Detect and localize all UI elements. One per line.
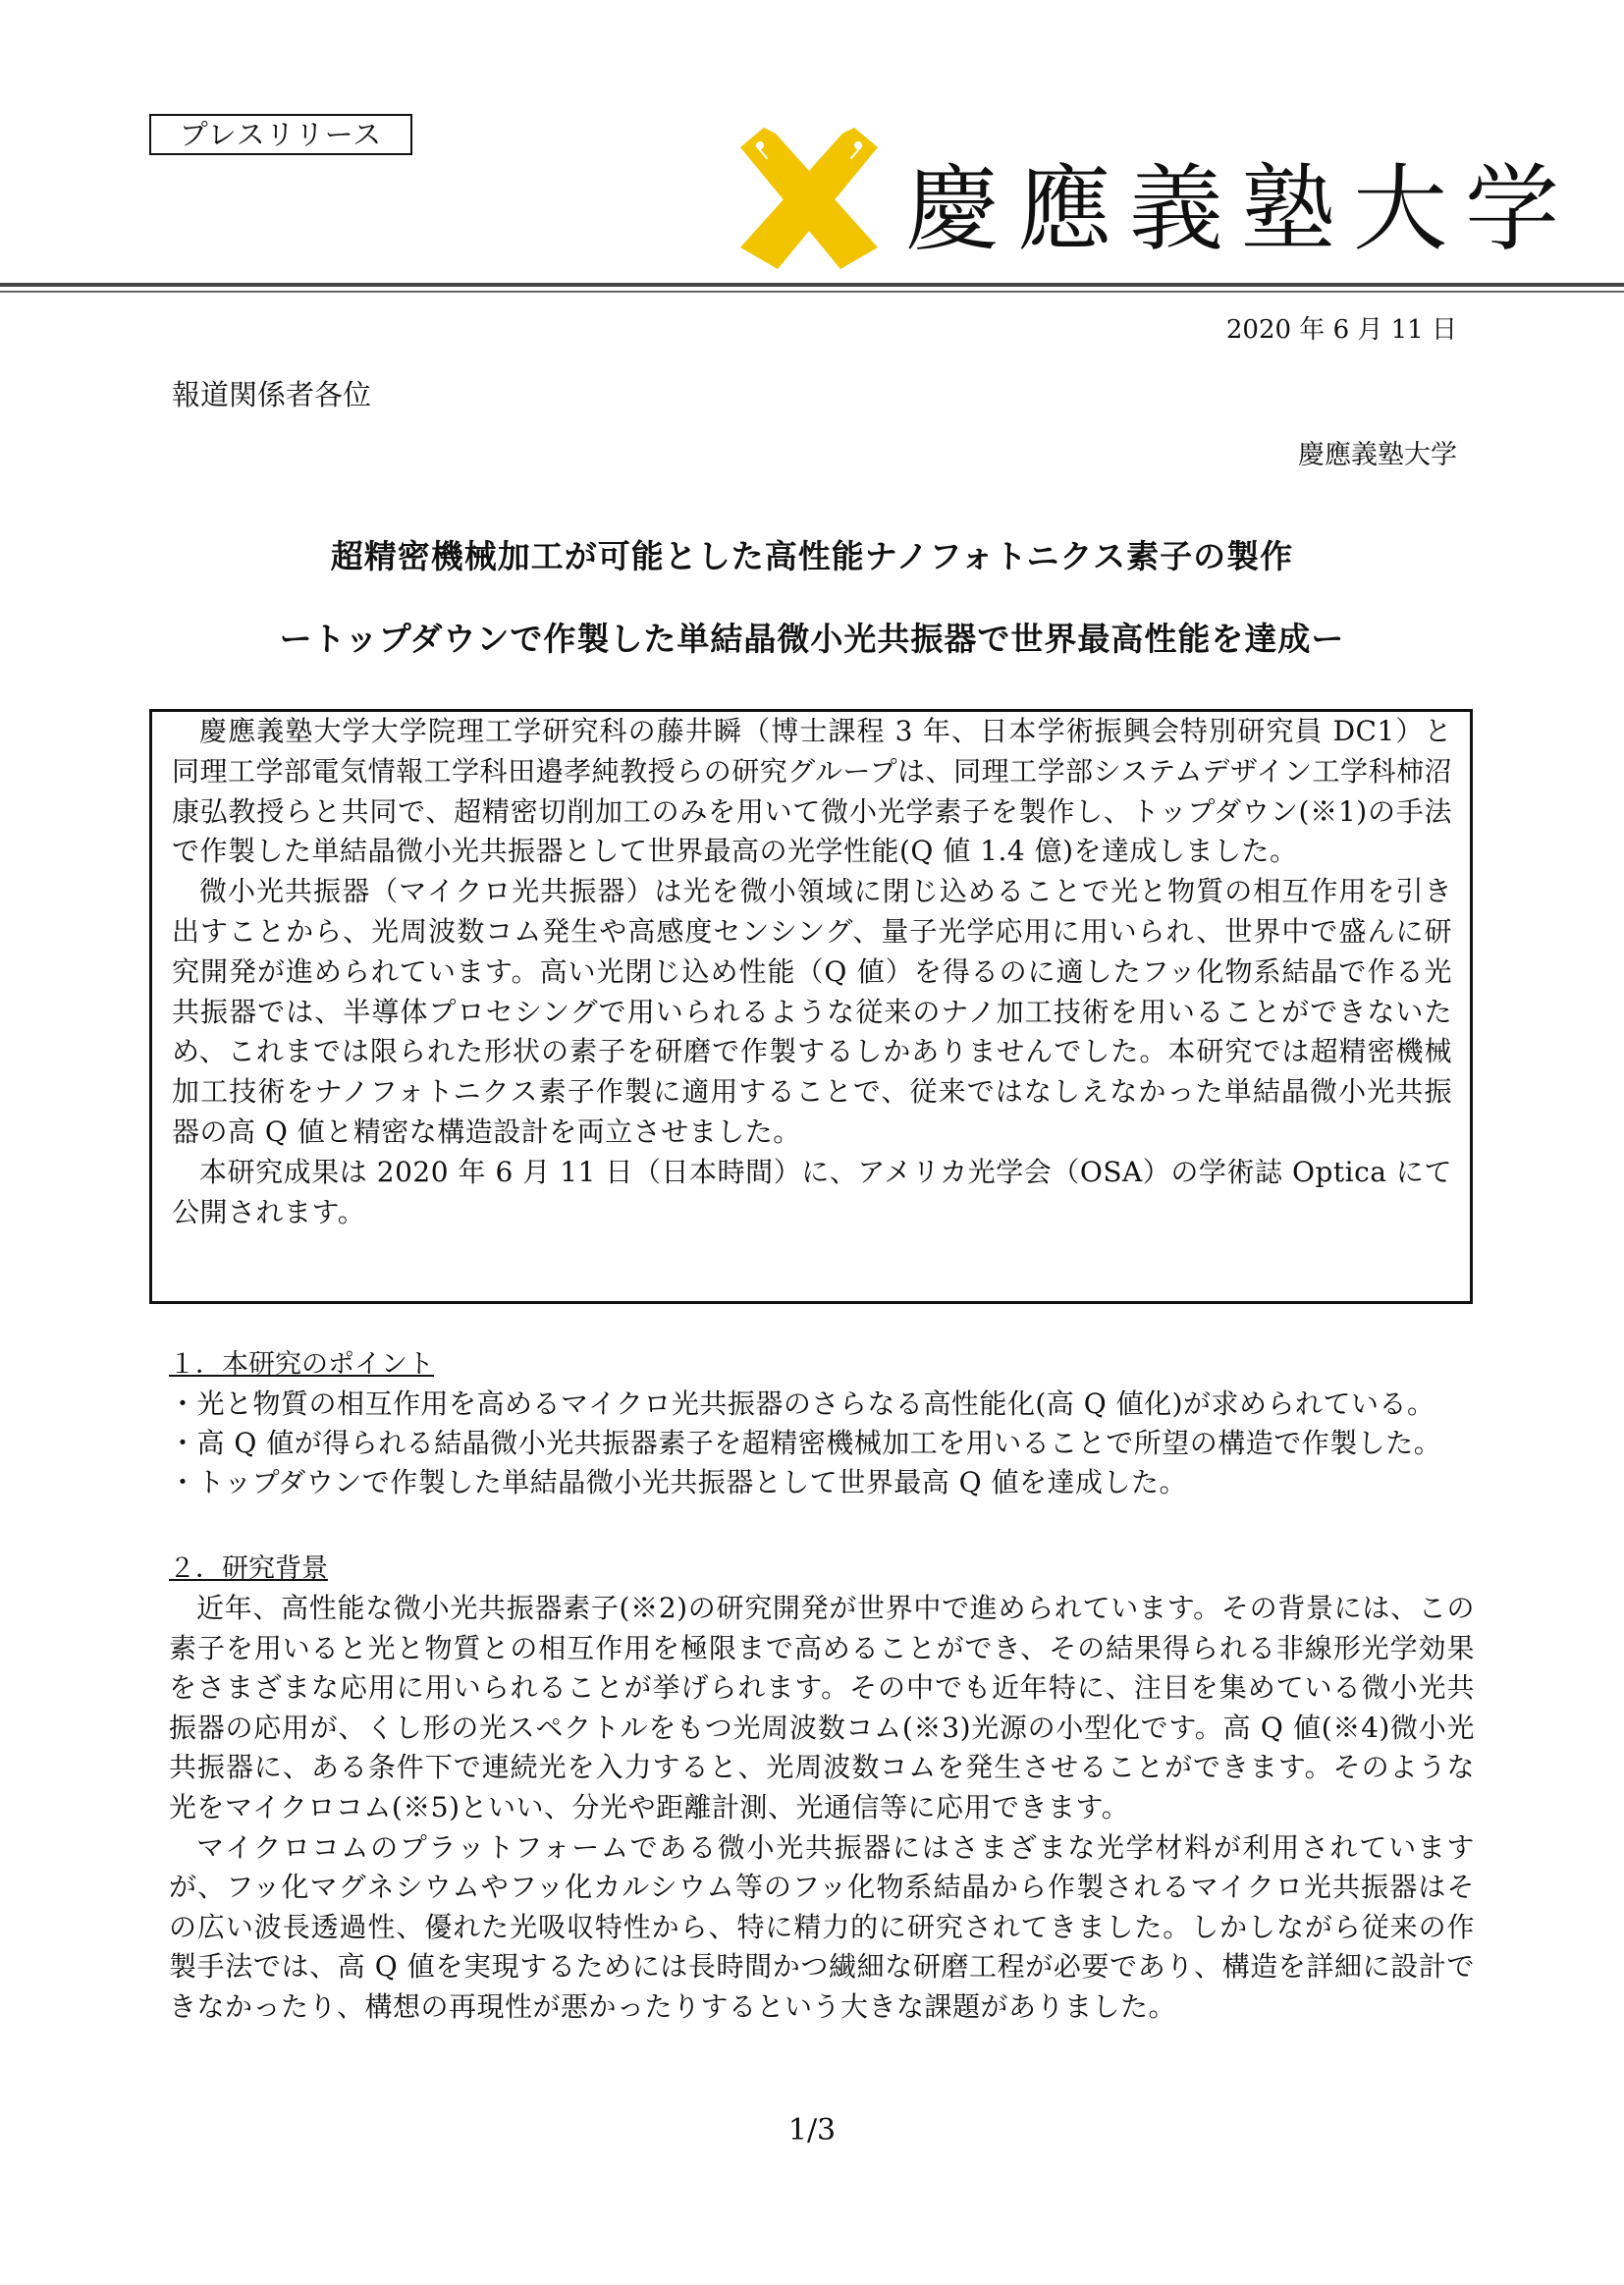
page-number: 1/3 [787,2113,837,2148]
point-item: ・高 Q 値が得られる結晶微小光共振器素子を超精密機械加工を用いることで所望の構造で作製した。 [169,1427,1442,1459]
issuer: 慶應義塾大学 [1298,440,1457,470]
summary-paragraph: 慶應義塾大学大学院理工学研究科の藤井瞬（博士課程 3 年、日本学術振興会特別研究員 DC1）と同理工学部電気情報工学科田邉孝純教授らの研究グループは、同理工学部システムデザイン工学科柿沼康弘教授らと共同で、超精密切削加工のみを用いて微小光学素子を製作し、トップダウン(※1)の手法で作製した単結晶微小光共振器として世界最高の光学性能(Q 値 1.4 億)を達成しました。 [172,715,1452,868]
press-release-label: プレスリリース [149,114,412,155]
university-logo-text: 慶應義塾大学 [905,154,1577,264]
section-heading: ２．研究背景 [169,1553,328,1584]
summary-paragraph: 本研究成果は 2020 年 6 月 11 日（日本時間）に、アメリカ光学会（OSA）の学術誌 Optica にて公開されます。 [172,1155,1452,1228]
section-research-background [169,1550,1475,2028]
release-date: 2020 年 6 月 11 日 [1225,315,1457,345]
header-divider [0,283,1624,287]
summary-box [149,709,1473,1304]
background-paragraph: 近年、高性能な微小光共振器素子(※2)の研究開発が世界中で進められています。その背景には、この素子を用いると光と物質との相互作用を極限まで高めることができ、その結果得られる非線形光学効果をさまざまな応用に用いられることが挙げられます。その中でも近年特に、注目を集めている微小光共振器の応用が、くし形の光スペクトルをもつ光周波数コム(※3)光源の小型化です。高 Q 値(※4)微小光共振器に、ある条件下で連続光を入力すると、光周波数コムを発生させることができます。そのような光をマイクロコム(※5)といい、分光や距離計測、光通信等に応用できます。 [169,1592,1475,1823]
summary-paragraph: 微小光共振器（マイクロ光共振器）は光を微小領域に閉じ込めることで光と物質の相互作用を引き出すことから、光周波数コム発生や高感度センシング、量子光学応用に用いられ、世界中で盛んに研究開発が進められています。高い光閉じ込め性能（Q 値）を得るのに適したフッ化物系結晶で作る光共振器では、半導体プロセシングで用いられるような従来のナノ加工技術を用いることができないため、これまでは限られた形状の素子を研磨で作製するしかありませんでした。本研究では超精密機械加工技術をナノフォトニクス素子作製に適用することで、従来ではなしえなかった単結晶微小光共振器の高 Q 値と精密な構造設計を両立させました。 [172,875,1452,1148]
page-subtitle: ートップダウンで作製した単結晶微小光共振器で世界最高性能を達成ー [279,620,1345,658]
page-title: 超精密機械加工が可能とした高性能ナノフォトニクス素子の製作 [330,537,1294,575]
section-heading: １．本研究のポイント [169,1349,434,1380]
addressee: 報道関係者各位 [172,378,372,411]
point-item: ・トップダウンで作製した単結晶微小光共振器として世界最高 Q 値を達成した。 [169,1466,1187,1498]
header-divider-thin [0,291,1624,293]
point-item: ・光と物質の相互作用を高めるマイクロ光共振器のさらなる高性能化(高 Q 値化)が求められている。 [169,1387,1435,1420]
crossed-pens-icon [731,126,888,273]
background-paragraph: マイクロコムのプラットフォームである微小光共振器にはさまざまな光学材料が利用されていますが、フッ化マグネシウムやフッ化カルシウム等のフッ化物系結晶から作製されるマイクロ光共振器はその広い波長透過性、優れた光吸収特性から、特に精力的に研究されてきました。しかしながら従来の作製手法では、高 Q 値を実現するためには長時間かつ繊細な研磨工程が必要であり、構造を詳細に設計できなかったり、構想の再現性が悪かったりするという大きな課題がありました。 [169,1830,1475,2023]
section-research-points [169,1345,1475,1502]
